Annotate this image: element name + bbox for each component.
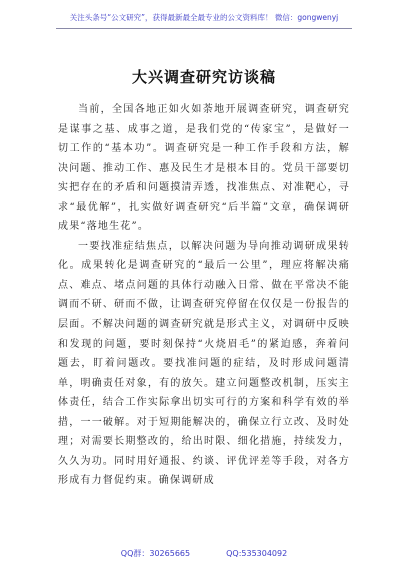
paragraph-intro: 当前，全国各地正如火如荼地开展调查研究，调查研究是谋事之基、成事之道，是我们党的“传家宝”，是做好一切工作的“基本功”。调查研究是一种工作手段和方法，解决问题、推动工作、惠及民生才是根本目的。党员干部要切实把存在的矛盾和问题摸清弄透，找准焦点、对准靶心，寻求“最优解”，扎实做好调查研究“后半篇”文章，确保调研成果“落地生花”。 — [58, 104, 350, 233]
document-title: 大兴调查研究访谈稿 — [131, 68, 276, 86]
qq-number-label: QQ:535304092 — [226, 549, 288, 558]
document-body — [58, 100, 350, 491]
contact-footer — [0, 548, 408, 559]
paragraph-first-point: 一要找准症结焦点，以解决问题为导向推动调研成果转化。成果转化是调查研究的“最后一公里”，理应将解决痛点、难点、堵点问题的具体行动融入日常、做在平常决不能调而不研、研而不做，让调查研究停留在仅仅是一份报告的层面。不解决问题的调查研究就是形式主义，对调研中反映和发现的问题，要时刻保持“火烧眉毛”的紧迫感，奔着问题去，盯着问题改。要找准问题的症结，及时形成问题清单，明确责任对象，有的放矢。建立问题整改机制，压实主体责任，结合工作实际拿出切实可行的方案和科学有效的举措，一一破解。对于短期能解决的，确保立行立改、及时处理；对需要长期整改的，给出时限、细化措施，持续发力，久久为功。同时用好通报、约谈、评优评差等手段，对各方形成有力督促约束。确保调研成 — [58, 240, 350, 487]
promo-header-banner: 关注头条号“公文研究”，获得最新最全最专业的公文资料库！ 微信：gongwenyj — [56, 8, 352, 29]
qq-group-label: QQ群：30265665 — [120, 549, 191, 558]
